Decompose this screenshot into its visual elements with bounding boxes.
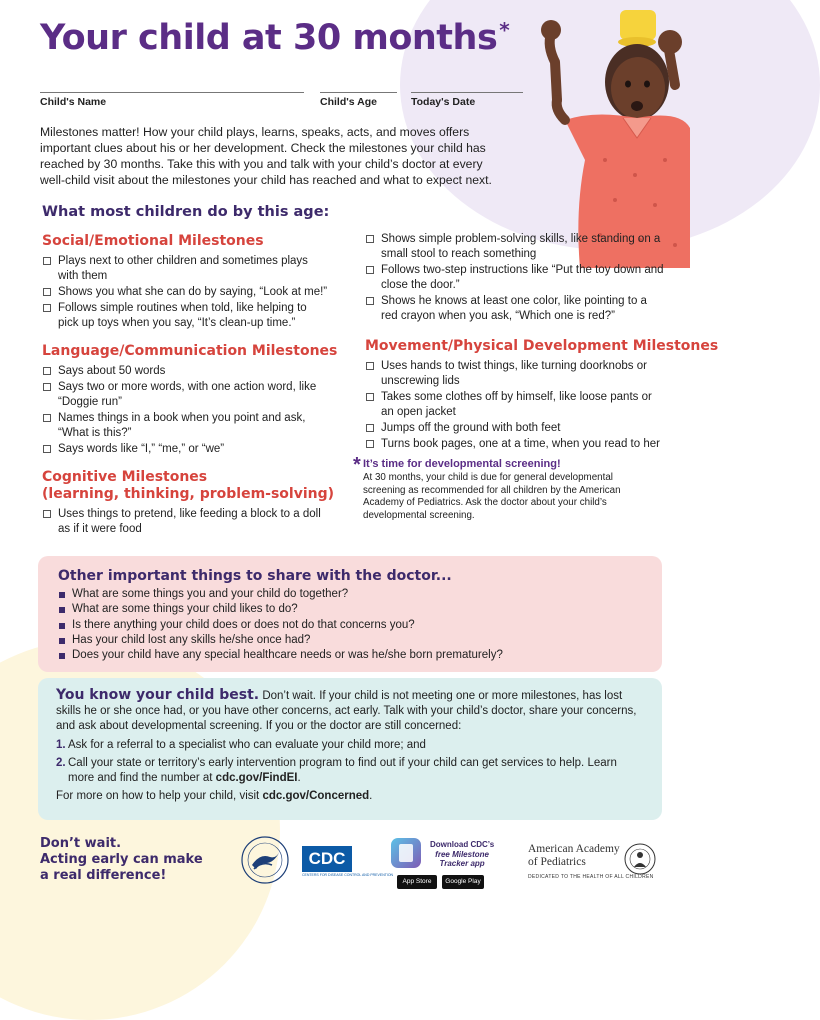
checkbox[interactable] — [43, 445, 51, 453]
checkbox[interactable] — [43, 383, 51, 391]
checkbox[interactable] — [43, 288, 51, 296]
checkbox[interactable] — [43, 510, 51, 518]
milestone-item[interactable]: Follows simple routines when told, like helping to pick up toys when you say, “It’s clean-up time.” — [42, 301, 330, 331]
list-item: What are some things your child likes to do? — [58, 602, 642, 617]
asterisk-icon: * — [353, 454, 361, 476]
movement-physical-list — [365, 359, 665, 452]
language-communication-list — [42, 364, 330, 457]
other-things-list — [58, 587, 642, 663]
milestone-item[interactable]: Shows simple problem-solving skills, like standing on a small stool to reach something — [365, 232, 665, 262]
screening-note — [353, 454, 643, 522]
concerned-link[interactable]: cdc.gov/Concerned — [262, 790, 370, 802]
list-item: Is there anything your child does or does not do that concerns you? — [58, 618, 642, 633]
milestone-item[interactable]: Names things in a book when you point and ask, “What is this?” — [42, 411, 330, 441]
app-download-text: Download CDC’s free Milestone Tracker app — [430, 840, 495, 868]
hhs-seal-logo — [240, 835, 290, 885]
milestone-item[interactable]: Says two or more words, with one action word, like “Doggie run” — [42, 380, 330, 410]
cdc-logo: CDC CENTERS FOR DISEASE CONTROL AND PREVENTION — [302, 846, 352, 882]
milestone-item[interactable]: Says about 50 words — [42, 364, 330, 379]
todays-date-field[interactable] — [411, 92, 523, 93]
cognitive-list-continued — [365, 232, 665, 324]
bullet-square-icon — [59, 653, 65, 659]
milestone-item[interactable]: Plays next to other children and sometimes plays with them — [42, 254, 330, 284]
bullet-square-icon — [59, 592, 65, 598]
checkbox[interactable] — [366, 393, 374, 401]
page-title: Your child at 30 months * — [40, 18, 510, 58]
checkbox[interactable] — [43, 414, 51, 422]
checkbox[interactable] — [43, 257, 51, 265]
milestone-item[interactable]: Jumps off the ground with both feet — [365, 421, 665, 436]
bullet-square-icon — [59, 623, 65, 629]
milestone-item[interactable]: Follows two-step instructions like “Put the toy down and close the door.” — [365, 263, 665, 293]
checkbox[interactable] — [366, 440, 374, 448]
milestone-item[interactable]: Uses things to pretend, like feeding a block to a doll as if it were food — [42, 507, 330, 537]
childs-name-label: Child's Name — [40, 96, 107, 108]
list-item: Does your child have any special healthcare needs or was he/she born prematurely? — [58, 648, 642, 663]
other-things-box — [38, 556, 662, 672]
screening-title: It’s time for developmental screening! — [363, 458, 561, 470]
next-steps-list — [56, 738, 644, 786]
milestone-tracker-app-icon[interactable] — [391, 838, 421, 868]
list-item: What are some things you and your child do together? — [58, 587, 642, 602]
language-communication-heading: Language/Communication Milestones — [42, 343, 338, 359]
milestone-item[interactable]: Turns book pages, one at a time, when you read to her — [365, 437, 665, 452]
childs-name-field[interactable] — [40, 92, 304, 93]
other-things-heading: Other important things to share with the doctor... — [58, 568, 452, 584]
checkbox[interactable] — [366, 362, 374, 370]
milestone-item[interactable]: Shows he knows at least one color, like pointing to a red crayon when you ask, “Which one is red?” — [365, 294, 665, 324]
aap-seal-icon — [624, 843, 656, 875]
checkbox[interactable] — [366, 235, 374, 243]
childs-age-field[interactable] — [320, 92, 397, 93]
app-store-badge[interactable]: App Store — [397, 875, 437, 889]
list-item: Has your child lost any skills he/she once had? — [58, 633, 642, 648]
intro-paragraph: Milestones matter! How your child plays, learns, speaks, acts, and moves offers important clues about his or her development. Check the milestones your child has reached by 30 months. Take this with you and talk with your child’s doctor at every well-child visit about the milestones your child has reached and what to expect next. — [40, 125, 492, 187]
checkbox[interactable] — [366, 266, 374, 274]
right-column — [365, 232, 719, 453]
checkbox[interactable] — [43, 367, 51, 375]
todays-date-label: Today's Date — [411, 96, 476, 108]
findei-link[interactable]: cdc.gov/FindEI — [215, 772, 298, 784]
know-heading: You know your child best. — [56, 687, 260, 703]
bullet-square-icon — [59, 607, 65, 613]
milestone-item[interactable]: Shows you what she can do by saying, “Look at me!” — [42, 285, 330, 300]
know-paragraph: You know your child best. Don’t wait. If your child is not meeting one or more milestones, has lost skills he or she once had, or you have other concerns, act early. Talk with your child’s doctor, share your concerns, and ask about developmental screening. If you or the doctor are still concerned: — [56, 687, 637, 732]
cognitive-list — [42, 507, 330, 537]
aap-logo: American Academy of Pediatrics DEDICATED TO THE HEALTH OF ALL CHILDREN — [528, 843, 654, 880]
bullet-square-icon — [59, 638, 65, 644]
social-emotional-list — [42, 254, 330, 331]
milestone-item[interactable]: Takes some clothes off by himself, like loose pants or an open jacket — [365, 390, 665, 420]
checkbox[interactable] — [366, 297, 374, 305]
screening-body: At 30 months, your child is due for general developmental screening as recommended for all children by the American Academy of Pediatrics. Ask the doctor about your child’s developmental screening. — [363, 472, 621, 521]
what-most-children-heading: What most children do by this age: — [42, 204, 330, 220]
google-play-badge[interactable]: Google Play — [442, 875, 484, 889]
milestone-item[interactable]: Uses hands to twist things, like turning doorknobs or unscrewing lids — [365, 359, 665, 389]
childs-age-label: Child's Age — [320, 96, 377, 108]
social-emotional-heading: Social/Emotional Milestones — [42, 233, 264, 249]
list-item: 2. Call your state or territory’s early intervention program to find out if your child can get services to help. Learn more and find the number at cdc.gov/FindEI. — [56, 757, 617, 784]
checkbox[interactable] — [366, 424, 374, 432]
more-info-text: For more on how to help your child, visit cdc.gov/Concerned. — [56, 790, 373, 802]
child-photo — [525, 10, 690, 268]
dont-wait-message: Don’t wait. Acting early can make a real difference! — [40, 836, 203, 883]
left-column — [42, 233, 338, 538]
movement-physical-heading: Movement/Physical Development Milestones — [365, 338, 719, 354]
milestone-item[interactable]: Says words like “I,” “me,” or “we” — [42, 442, 330, 457]
list-item: 1. Ask for a referral to a specialist who can evaluate your child more; and — [56, 739, 426, 751]
cognitive-heading: Cognitive Milestones (learning, thinking, problem-solving) — [42, 469, 335, 502]
know-your-child-box — [38, 678, 662, 820]
checkbox[interactable] — [43, 304, 51, 312]
